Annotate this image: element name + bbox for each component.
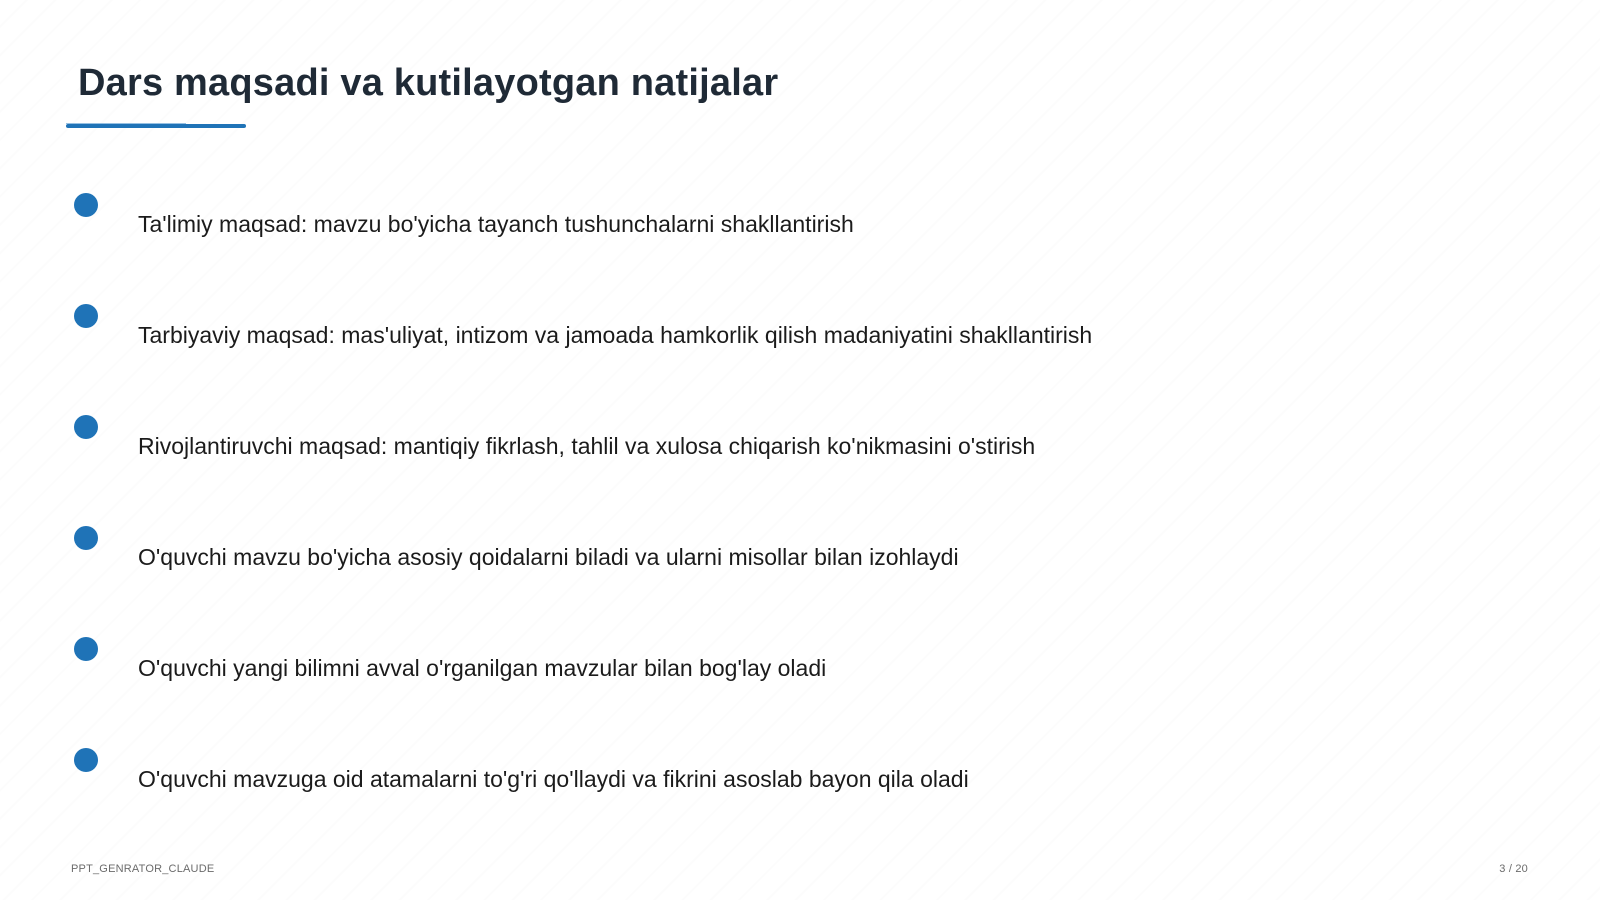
list-item	[0, 193, 1600, 273]
bullet-icon	[74, 748, 98, 772]
list-item	[0, 526, 1600, 606]
list-item	[0, 637, 1600, 717]
page-number: 3 / 20	[1499, 863, 1528, 875]
bullet-icon	[74, 526, 98, 550]
list-item-text: Tarbiyaviy maqsad: mas'uliyat, intizom va jamoada hamkorlik qilish madaniyatini shakllantirish	[138, 322, 1093, 348]
list-item-text: Ta'limiy maqsad: mavzu bo'yicha tayanch tushunchalarni shakllantirish	[138, 211, 854, 237]
list-item-text: O'quvchi mavzuga oid atamalarni to'g'ri qo'llaydi va fikrini asoslab bayon qila oladi	[138, 766, 969, 792]
bullet-icon	[74, 304, 98, 328]
list-item	[0, 748, 1600, 828]
list-item	[0, 415, 1600, 495]
list-item-text: O'quvchi mavzu bo'yicha asosiy qoidalarni biladi va ularni misollar bilan izohlaydi	[138, 544, 959, 570]
bullet-icon	[74, 193, 98, 217]
list-item-text: Rivojlantiruvchi maqsad: mantiqiy fikrlash, tahlil va xulosa chiqarish ko'nikmasini o'stirish	[138, 433, 1036, 459]
list-item-text: O'quvchi yangi bilimni avval o'rganilgan mavzular bilan bog'lay oladi	[138, 655, 827, 681]
page-title: Dars maqsadi va kutilayotgan natijalar	[78, 62, 779, 104]
bullet-icon	[74, 637, 98, 661]
footer-label: PPT_GENRATOR_CLAUDE	[71, 863, 215, 875]
bullet-icon	[74, 415, 98, 439]
list-item	[0, 304, 1600, 384]
